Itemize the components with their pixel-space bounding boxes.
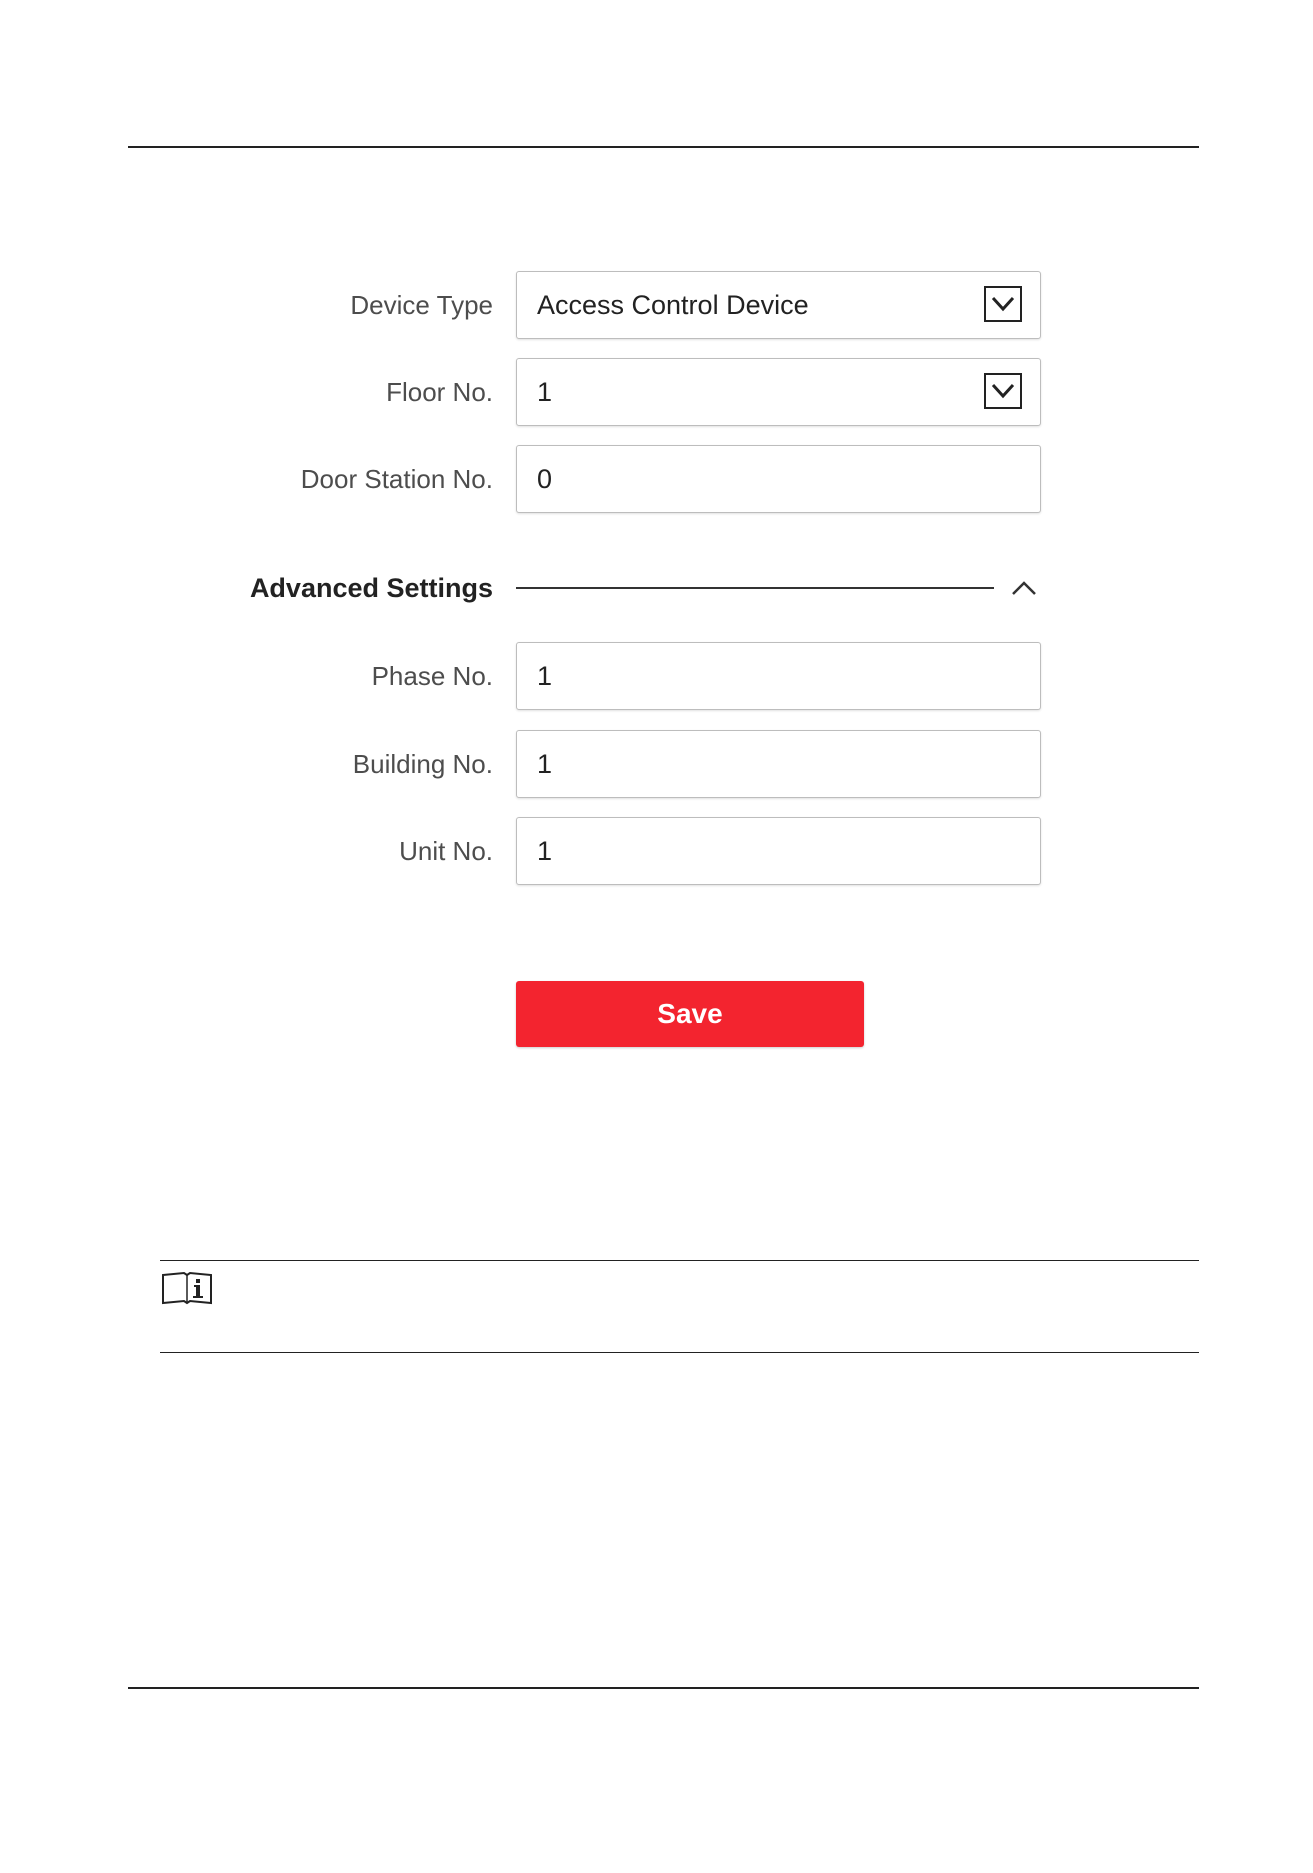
floor-no-value: 1 <box>537 377 553 407</box>
device-type-label: Device Type <box>350 290 493 320</box>
unit-no-label: Unit No. <box>399 836 493 866</box>
phase-no-value: 1 <box>537 661 553 691</box>
floor-no-select[interactable] <box>516 358 1041 426</box>
building-no-row <box>0 730 1313 798</box>
unit-no-row <box>0 817 1313 885</box>
door-station-no-row <box>0 445 1313 513</box>
note-bottom-rule <box>160 1352 1199 1353</box>
phase-no-input[interactable] <box>516 642 1041 710</box>
door-station-no-label: Door Station No. <box>300 464 493 494</box>
building-no-input[interactable] <box>516 730 1041 798</box>
save-button[interactable]: Save <box>516 981 864 1047</box>
device-type-row <box>0 271 1313 339</box>
advanced-settings-header[interactable] <box>0 566 1313 610</box>
unit-no-value: 1 <box>537 836 553 866</box>
header-rule <box>128 146 1199 148</box>
floor-no-row <box>0 358 1313 426</box>
advanced-settings-title: Advanced Settings <box>249 573 493 603</box>
advanced-settings-divider <box>516 587 994 589</box>
info-book-icon <box>160 1270 214 1306</box>
building-no-label: Building No. <box>352 749 493 779</box>
device-type-value: Access Control Device <box>537 290 809 320</box>
footer-rule <box>128 1687 1199 1689</box>
note-top-rule <box>160 1260 1199 1261</box>
unit-no-input[interactable] <box>516 817 1041 885</box>
device-type-select[interactable] <box>516 271 1041 339</box>
phase-no-label: Phase No. <box>371 661 493 691</box>
building-no-value: 1 <box>537 749 553 779</box>
chevron-down-icon[interactable] <box>984 373 1022 409</box>
door-station-no-value: 0 <box>537 464 553 494</box>
door-station-no-input[interactable] <box>516 445 1041 513</box>
chevron-down-icon[interactable] <box>984 286 1022 322</box>
floor-no-label: Floor No. <box>386 377 493 407</box>
phase-no-row <box>0 642 1313 710</box>
chevron-up-icon[interactable] <box>1010 574 1038 600</box>
